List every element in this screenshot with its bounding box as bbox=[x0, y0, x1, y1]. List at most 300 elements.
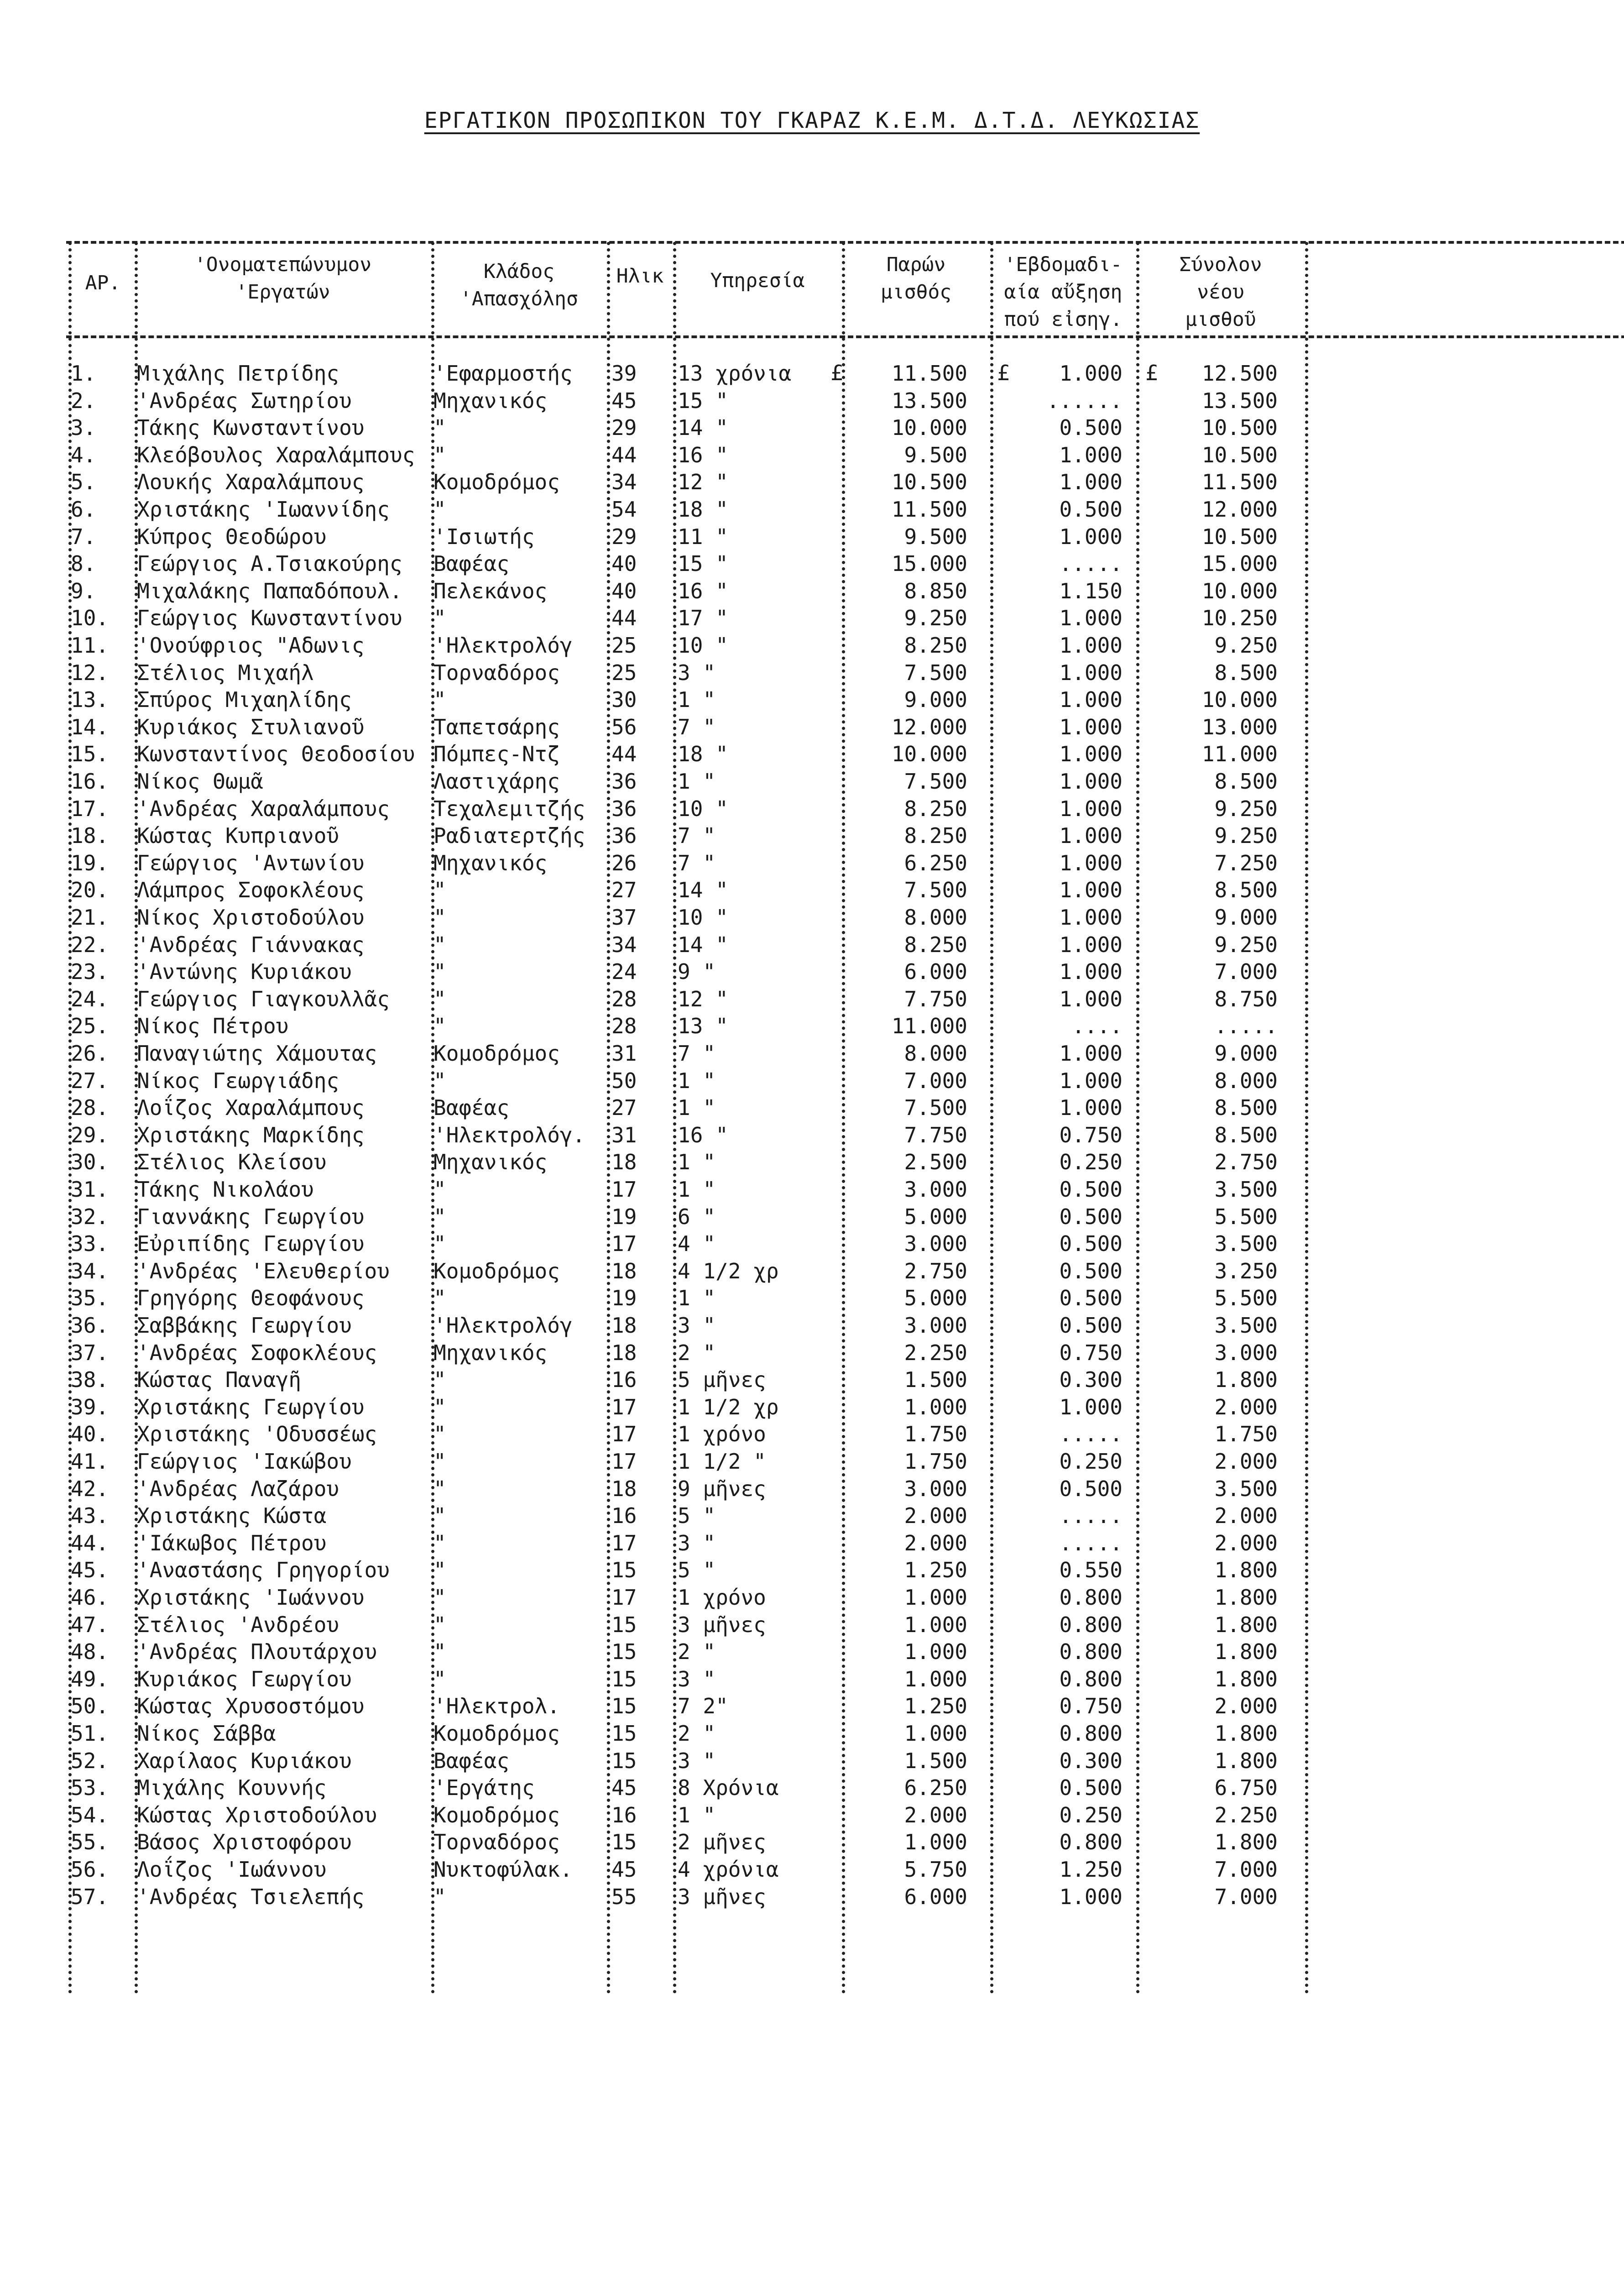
cell-increase: 1.000 bbox=[1059, 660, 1123, 685]
cell-role: Πόμπες-Ντζ bbox=[433, 742, 560, 766]
cell-role: " bbox=[433, 1558, 446, 1582]
cell-no: 42. bbox=[71, 1476, 109, 1501]
cell-pay: 10.500 bbox=[891, 470, 967, 494]
cell-increase: ..... bbox=[1059, 1503, 1123, 1528]
cell-age: 17 bbox=[611, 1585, 637, 1610]
cell-name: Γεώργιος Γιαγκουλλᾶς bbox=[137, 987, 390, 1011]
cell-total: 5.500 bbox=[1214, 1204, 1278, 1229]
cell-pay: 2.000 bbox=[904, 1531, 967, 1555]
cell-age: 15 bbox=[611, 1667, 637, 1691]
cell-role: " bbox=[433, 1449, 446, 1474]
cell-name: Λάμπρος Σοφοκλέους bbox=[137, 878, 365, 902]
cell-total: 2.000 bbox=[1214, 1503, 1278, 1528]
cell-role: " bbox=[433, 1204, 446, 1229]
cell-increase: 0.250 bbox=[1059, 1803, 1123, 1827]
cell-no: 31. bbox=[71, 1177, 109, 1202]
cell-total: 8.500 bbox=[1214, 1095, 1278, 1120]
table-row bbox=[0, 1339, 1624, 1366]
cell-pay: 1.000 bbox=[904, 1667, 967, 1691]
cell-service: 2 " bbox=[678, 1639, 716, 1664]
cell-increase: ...... bbox=[1046, 388, 1123, 413]
cell-service: 7 " bbox=[678, 1041, 716, 1066]
cell-increase: ..... bbox=[1059, 551, 1123, 576]
cell-total: 9.250 bbox=[1214, 796, 1278, 821]
cell-name: Μιχαλάκης Παπαδόπουλ. bbox=[137, 579, 402, 603]
table-row bbox=[0, 1094, 1624, 1121]
table-row bbox=[0, 1393, 1624, 1421]
cell-increase: 1.000 bbox=[1059, 796, 1123, 821]
cell-pay: 12.000 bbox=[891, 715, 967, 739]
cell-age: 18 bbox=[611, 1259, 637, 1283]
cell-service: 18 " bbox=[678, 742, 728, 766]
cell-no: 13. bbox=[71, 687, 109, 712]
cell-pay: 8.250 bbox=[904, 823, 967, 848]
cell-increase: 0.750 bbox=[1059, 1694, 1123, 1718]
table-row bbox=[0, 1366, 1624, 1393]
cell-name: Κλεόβουλος Χαραλάμπους bbox=[137, 443, 415, 467]
cell-service: 18 " bbox=[678, 497, 728, 522]
cell-increase: 0.500 bbox=[1059, 1204, 1123, 1229]
cell-name: Παναγιώτης Χάμουτας bbox=[137, 1041, 377, 1066]
cell-role: " bbox=[433, 415, 446, 440]
cell-role: " bbox=[433, 1395, 446, 1419]
cell-service: 7 " bbox=[678, 851, 716, 875]
table-row bbox=[0, 414, 1624, 441]
cell-increase: 1.000 bbox=[1059, 443, 1123, 467]
cell-increase: 0.800 bbox=[1059, 1639, 1123, 1664]
cell-age: 15 bbox=[611, 1830, 637, 1854]
cell-increase: 1.000 bbox=[1059, 932, 1123, 957]
cell-total: 3.250 bbox=[1214, 1259, 1278, 1283]
cell-service: 3 μῆνες bbox=[678, 1612, 766, 1637]
cell-age: 27 bbox=[611, 1095, 637, 1120]
cell-increase: 0.500 bbox=[1059, 1313, 1123, 1338]
cell-increase: ..... bbox=[1059, 1531, 1123, 1555]
cell-pay: 7.500 bbox=[904, 769, 967, 794]
cell-role: Πελεκάνος bbox=[433, 579, 548, 603]
cell-service: 6 " bbox=[678, 1204, 716, 1229]
cell-increase: 1.250 bbox=[1059, 1857, 1123, 1882]
cell-pay: 9.000 bbox=[904, 687, 967, 712]
cell-role: Κομοδρόμος bbox=[433, 1803, 560, 1827]
cell-increase: 1.000 bbox=[1059, 606, 1123, 630]
cell-total: 13.500 bbox=[1201, 388, 1278, 413]
cell-pay: 1.000 bbox=[904, 1585, 967, 1610]
cell-service: 2 μῆνες bbox=[678, 1830, 766, 1854]
cell-age: 45 bbox=[611, 1857, 637, 1882]
header-name: 'Ονοματεπώνυμον 'Εργατών bbox=[194, 253, 372, 304]
cell-pay: 2.500 bbox=[904, 1150, 967, 1174]
cell-name: Τάκης Κωνσταντίνου bbox=[137, 415, 365, 440]
cell-service: 1 " bbox=[678, 1286, 716, 1310]
cell-no: 26. bbox=[71, 1041, 109, 1066]
cell-pay: 3.000 bbox=[904, 1231, 967, 1256]
table-row bbox=[0, 1828, 1624, 1856]
cell-service: 3 " bbox=[678, 1531, 716, 1555]
cell-role: " bbox=[433, 987, 446, 1011]
cell-name: Σπύρος Μιχαηλίδης bbox=[137, 687, 352, 712]
cell-no: 33. bbox=[71, 1231, 109, 1256]
cell-no: 12. bbox=[71, 660, 109, 685]
cell-service: 3 μῆνες bbox=[678, 1884, 766, 1909]
cell-age: 16 bbox=[611, 1503, 637, 1528]
table-row bbox=[0, 441, 1624, 469]
cell-service: 1 " bbox=[678, 769, 716, 794]
cell-age: 40 bbox=[611, 551, 637, 576]
cell-increase: 0.800 bbox=[1059, 1667, 1123, 1691]
table-row bbox=[0, 686, 1624, 713]
cell-age: 15 bbox=[611, 1558, 637, 1582]
cell-role: " bbox=[433, 443, 446, 467]
cell-age: 19 bbox=[611, 1204, 637, 1229]
cell-role: " bbox=[433, 1367, 446, 1392]
cell-service: 4 " bbox=[678, 1231, 716, 1256]
cell-name: Εὐριπίδης Γεωργίου bbox=[137, 1231, 365, 1256]
cell-service: 3 " bbox=[678, 660, 716, 685]
cell-no: 20. bbox=[71, 878, 109, 902]
cell-pay: 7.500 bbox=[904, 660, 967, 685]
cell-age: 29 bbox=[611, 524, 637, 549]
cell-name: Κώστας Χρυσοστόμου bbox=[137, 1694, 365, 1718]
cell-no: 34. bbox=[71, 1259, 109, 1283]
cell-age: 45 bbox=[611, 1775, 637, 1800]
cell-name: Χριστάκης Κώστα bbox=[137, 1503, 327, 1528]
cell-name: Χριστάκης 'Ιωαννίδης bbox=[137, 497, 390, 522]
cell-increase: 1.000 bbox=[1059, 1068, 1123, 1093]
table-row bbox=[0, 1556, 1624, 1584]
table-row bbox=[0, 768, 1624, 795]
table-row bbox=[0, 822, 1624, 849]
table-row bbox=[0, 577, 1624, 605]
cell-age: 19 bbox=[611, 1286, 637, 1310]
cell-total: 9.250 bbox=[1214, 823, 1278, 848]
table-row bbox=[0, 1067, 1624, 1094]
header-no: ΑΡ. bbox=[85, 272, 121, 294]
cell-no: 25. bbox=[71, 1014, 109, 1038]
table-row bbox=[0, 1801, 1624, 1829]
cell-pay: 7.500 bbox=[904, 878, 967, 902]
table-row bbox=[0, 713, 1624, 741]
cell-role: Βαφέας bbox=[433, 1095, 510, 1120]
cell-total: 9.000 bbox=[1214, 1041, 1278, 1066]
cell-service: 13 " bbox=[678, 1014, 728, 1038]
cell-no: 17. bbox=[71, 796, 109, 821]
cell-total: 8.500 bbox=[1214, 1123, 1278, 1147]
cell-no: 10. bbox=[71, 606, 109, 630]
cell-service: 5 μῆνες bbox=[678, 1367, 766, 1392]
cell-total: 3.500 bbox=[1214, 1476, 1278, 1501]
cell-total: 2.250 bbox=[1214, 1803, 1278, 1827]
cell-service: 14 " bbox=[678, 932, 728, 957]
cell-role: " bbox=[433, 1612, 446, 1637]
cell-name: Νίκος Θωμᾶ bbox=[137, 769, 263, 794]
cell-increase: 0.800 bbox=[1059, 1612, 1123, 1637]
cell-increase: 1.000 bbox=[1059, 1884, 1123, 1909]
cell-no: 16. bbox=[71, 769, 109, 794]
cell-pay: 6.250 bbox=[904, 1775, 967, 1800]
cell-role: " bbox=[433, 1884, 446, 1909]
cell-increase: 1.000 bbox=[1059, 987, 1123, 1011]
cell-age: 17 bbox=[611, 1449, 637, 1474]
cell-role: " bbox=[433, 1667, 446, 1691]
cell-increase: 0.800 bbox=[1059, 1585, 1123, 1610]
cell-role: Τορναδόρος bbox=[433, 1830, 560, 1854]
cell-service: 1 " bbox=[678, 687, 716, 712]
cell-role: " bbox=[433, 1422, 446, 1446]
cell-name: 'Ανδρέας Σωτηρίου bbox=[137, 388, 352, 413]
table-row bbox=[0, 1611, 1624, 1638]
cell-service: 5 " bbox=[678, 1503, 716, 1528]
cell-no: 45. bbox=[71, 1558, 109, 1582]
cell-service: 7 2" bbox=[678, 1694, 728, 1718]
cell-service: 4 1/2 χρ bbox=[678, 1259, 779, 1283]
currency-mark-total: £ bbox=[1145, 361, 1158, 385]
cell-increase: 1.000 bbox=[1059, 687, 1123, 712]
cell-pay: 1.750 bbox=[904, 1449, 967, 1474]
cell-pay: 7.750 bbox=[904, 1123, 967, 1147]
cell-total: 1.800 bbox=[1214, 1748, 1278, 1773]
cell-total: 1.800 bbox=[1214, 1830, 1278, 1854]
cell-no: 50. bbox=[71, 1694, 109, 1718]
cell-service: 1 " bbox=[678, 1068, 716, 1093]
cell-name: Νίκος Πέτρου bbox=[137, 1014, 289, 1038]
cell-no: 3. bbox=[71, 415, 96, 440]
cell-role: Κομοδρόμος bbox=[433, 1259, 560, 1283]
table-row bbox=[0, 1584, 1624, 1611]
table-row bbox=[0, 1692, 1624, 1720]
cell-service: 16 " bbox=[678, 579, 728, 603]
cell-role: Μηχανικός bbox=[433, 388, 548, 413]
cell-total: 1.800 bbox=[1214, 1639, 1278, 1664]
cell-no: 46. bbox=[71, 1585, 109, 1610]
cell-increase: 1.000 bbox=[1059, 769, 1123, 794]
table-row bbox=[0, 1529, 1624, 1557]
cell-increase: 0.500 bbox=[1059, 1775, 1123, 1800]
cell-role: 'Ηλεκτρολόγ bbox=[433, 633, 573, 658]
cell-service: 10 " bbox=[678, 905, 728, 930]
cell-no: 43. bbox=[71, 1503, 109, 1528]
cell-name: 'Ιάκωβος Πέτρου bbox=[137, 1531, 327, 1555]
cell-pay: 9.250 bbox=[904, 606, 967, 630]
cell-name: Κώστας Κυπριανοῦ bbox=[137, 823, 339, 848]
cell-pay: 8.000 bbox=[904, 1041, 967, 1066]
cell-age: 17 bbox=[611, 1177, 637, 1202]
cell-pay: 8.850 bbox=[904, 579, 967, 603]
cell-service: 7 " bbox=[678, 823, 716, 848]
table-row bbox=[0, 387, 1624, 414]
cell-service: 7 " bbox=[678, 715, 716, 739]
table-row bbox=[0, 985, 1624, 1013]
cell-total: 8.750 bbox=[1214, 987, 1278, 1011]
cell-total: 1.800 bbox=[1214, 1667, 1278, 1691]
cell-name: Μιχάλης Πετρίδης bbox=[137, 361, 339, 386]
cell-role: 'Ηλεκτρολ. bbox=[433, 1694, 560, 1718]
cell-pay: 10.000 bbox=[891, 415, 967, 440]
cell-service: 9 " bbox=[678, 959, 716, 984]
cell-name: Νίκος Σάββα bbox=[137, 1721, 276, 1746]
cell-total: 6.750 bbox=[1214, 1775, 1278, 1800]
cell-total: 11.000 bbox=[1201, 742, 1278, 766]
table-row bbox=[0, 1176, 1624, 1203]
cell-increase: 0.750 bbox=[1059, 1123, 1123, 1147]
cell-age: 15 bbox=[611, 1694, 637, 1718]
cell-age: 18 bbox=[611, 1340, 637, 1365]
cell-increase: 0.300 bbox=[1059, 1748, 1123, 1773]
table-row bbox=[0, 904, 1624, 931]
cell-pay: 1.500 bbox=[904, 1748, 967, 1773]
table-row bbox=[0, 849, 1624, 877]
table-row bbox=[0, 1312, 1624, 1339]
cell-role: Λαστιχάρης bbox=[433, 769, 560, 794]
cell-no: 2. bbox=[71, 388, 96, 413]
cell-pay: 7.000 bbox=[904, 1068, 967, 1093]
table-row bbox=[0, 1747, 1624, 1774]
cell-age: 25 bbox=[611, 660, 637, 685]
cell-name: Χριστάκης Μαρκίδης bbox=[137, 1123, 365, 1147]
header-pay: Παρών μισθός bbox=[880, 253, 952, 304]
cell-no: 36. bbox=[71, 1313, 109, 1338]
cell-total: 2.000 bbox=[1214, 1395, 1278, 1419]
cell-total: 1.800 bbox=[1214, 1367, 1278, 1392]
table-row bbox=[0, 659, 1624, 686]
cell-no: 48. bbox=[71, 1639, 109, 1664]
cell-role: " bbox=[433, 687, 446, 712]
cell-age: 17 bbox=[611, 1395, 637, 1419]
cell-increase: 0.500 bbox=[1059, 497, 1123, 522]
header-increase: 'Εβδομαδι- αία αὔξηση πού εἰσηγ. bbox=[1004, 253, 1123, 331]
cell-service: 14 " bbox=[678, 415, 728, 440]
cell-pay: 3.000 bbox=[904, 1476, 967, 1501]
cell-name: Κωνσταντίνος Θεοδοσίου bbox=[137, 742, 415, 766]
cell-service: 16 " bbox=[678, 1123, 728, 1147]
cell-age: 17 bbox=[611, 1422, 637, 1446]
cell-pay: 3.000 bbox=[904, 1177, 967, 1202]
cell-age: 44 bbox=[611, 742, 637, 766]
cell-age: 16 bbox=[611, 1803, 637, 1827]
cell-name: 'Ανδρέας 'Ελευθερίου bbox=[137, 1259, 390, 1283]
cell-increase: 0.550 bbox=[1059, 1558, 1123, 1582]
cell-name: Γεώργιος Κωνσταντίνου bbox=[137, 606, 402, 630]
cell-increase: 0.500 bbox=[1059, 1286, 1123, 1310]
table-row bbox=[0, 1475, 1624, 1502]
cell-age: 50 bbox=[611, 1068, 637, 1093]
cell-service: 15 " bbox=[678, 551, 728, 576]
cell-pay: 8.000 bbox=[904, 905, 967, 930]
cell-name: Κώστας Παναγῆ bbox=[137, 1367, 302, 1392]
table-row bbox=[0, 1040, 1624, 1067]
cell-pay: 8.250 bbox=[904, 796, 967, 821]
table-row bbox=[0, 604, 1624, 632]
cell-increase: 1.000 bbox=[1059, 905, 1123, 930]
cell-age: 31 bbox=[611, 1041, 637, 1066]
cell-age: 34 bbox=[611, 470, 637, 494]
cell-service: 10 " bbox=[678, 796, 728, 821]
cell-increase: 0.800 bbox=[1059, 1830, 1123, 1854]
table-row bbox=[0, 1720, 1624, 1747]
cell-age: 28 bbox=[611, 987, 637, 1011]
cell-total: 7.000 bbox=[1214, 959, 1278, 984]
cell-no: 8. bbox=[71, 551, 96, 576]
cell-no: 32. bbox=[71, 1204, 109, 1229]
cell-no: 53. bbox=[71, 1775, 109, 1800]
cell-name: 'Ανδρέας Πλουτάρχου bbox=[137, 1639, 377, 1664]
cell-no: 4. bbox=[71, 443, 96, 467]
cell-no: 19. bbox=[71, 851, 109, 875]
cell-total: 10.000 bbox=[1201, 579, 1278, 603]
table-row bbox=[0, 1012, 1624, 1040]
cell-name: Χαρίλαος Κυριάκου bbox=[137, 1748, 352, 1773]
cell-service: 8 Χρόνια bbox=[678, 1775, 779, 1800]
table-row bbox=[0, 1148, 1624, 1176]
cell-age: 15 bbox=[611, 1612, 637, 1637]
cell-no: 56. bbox=[71, 1857, 109, 1882]
cell-total: 9.000 bbox=[1214, 905, 1278, 930]
cell-total: 11.500 bbox=[1201, 470, 1278, 494]
header-total: Σύνολον νέου μισθοῦ bbox=[1179, 253, 1262, 331]
cell-role: Τορναδόρος bbox=[433, 660, 560, 685]
table-row bbox=[0, 1665, 1624, 1693]
cell-no: 49. bbox=[71, 1667, 109, 1691]
cell-increase: 1.000 bbox=[1059, 851, 1123, 875]
table-row bbox=[0, 740, 1624, 768]
cell-pay: 11.500 bbox=[891, 497, 967, 522]
cell-no: 40. bbox=[71, 1422, 109, 1446]
cell-no: 28. bbox=[71, 1095, 109, 1120]
table-row bbox=[0, 1883, 1624, 1910]
cell-no: 39. bbox=[71, 1395, 109, 1419]
cell-no: 24. bbox=[71, 987, 109, 1011]
cell-no: 54. bbox=[71, 1803, 109, 1827]
cell-name: Κώστας Χριστοδούλου bbox=[137, 1803, 377, 1827]
cell-total: 12.000 bbox=[1201, 497, 1278, 522]
cell-pay: 1.500 bbox=[904, 1367, 967, 1392]
cell-name: 'Ανδρέας Γιάννακας bbox=[137, 932, 365, 957]
cell-age: 44 bbox=[611, 443, 637, 467]
cell-age: 30 bbox=[611, 687, 637, 712]
cell-total: 1.750 bbox=[1214, 1422, 1278, 1446]
cell-total: 2.000 bbox=[1214, 1694, 1278, 1718]
cell-name: Χριστάκης 'Οδυσσέως bbox=[137, 1422, 377, 1446]
table-row bbox=[0, 1203, 1624, 1230]
cell-age: 40 bbox=[611, 579, 637, 603]
cell-age: 18 bbox=[611, 1150, 637, 1174]
cell-service: 10 " bbox=[678, 633, 728, 658]
table-row bbox=[0, 958, 1624, 985]
cell-total: 3.500 bbox=[1214, 1177, 1278, 1202]
cell-total: 10.250 bbox=[1201, 606, 1278, 630]
table-row bbox=[0, 523, 1624, 550]
cell-age: 45 bbox=[611, 388, 637, 413]
cell-pay: 2.250 bbox=[904, 1340, 967, 1365]
cell-total: 1.800 bbox=[1214, 1585, 1278, 1610]
cell-role: " bbox=[433, 1531, 446, 1555]
cell-no: 9. bbox=[71, 579, 96, 603]
cell-age: 27 bbox=[611, 878, 637, 902]
cell-role: " bbox=[433, 878, 446, 902]
cell-total: 13.000 bbox=[1201, 715, 1278, 739]
cell-name: 'Ανδρέας Σοφοκλέους bbox=[137, 1340, 377, 1365]
cell-pay: 6.000 bbox=[904, 1884, 967, 1909]
cell-pay: 1.250 bbox=[904, 1558, 967, 1582]
cell-role: " bbox=[433, 1014, 446, 1038]
cell-service: 5 " bbox=[678, 1558, 716, 1582]
cell-pay: 11.000 bbox=[891, 1014, 967, 1038]
cell-age: 55 bbox=[611, 1884, 637, 1909]
cell-age: 18 bbox=[611, 1313, 637, 1338]
cell-increase: 1.000 bbox=[1059, 470, 1123, 494]
cell-pay: 1.000 bbox=[904, 1395, 967, 1419]
cell-name: Λουκής Χαραλάμπους bbox=[137, 470, 365, 494]
